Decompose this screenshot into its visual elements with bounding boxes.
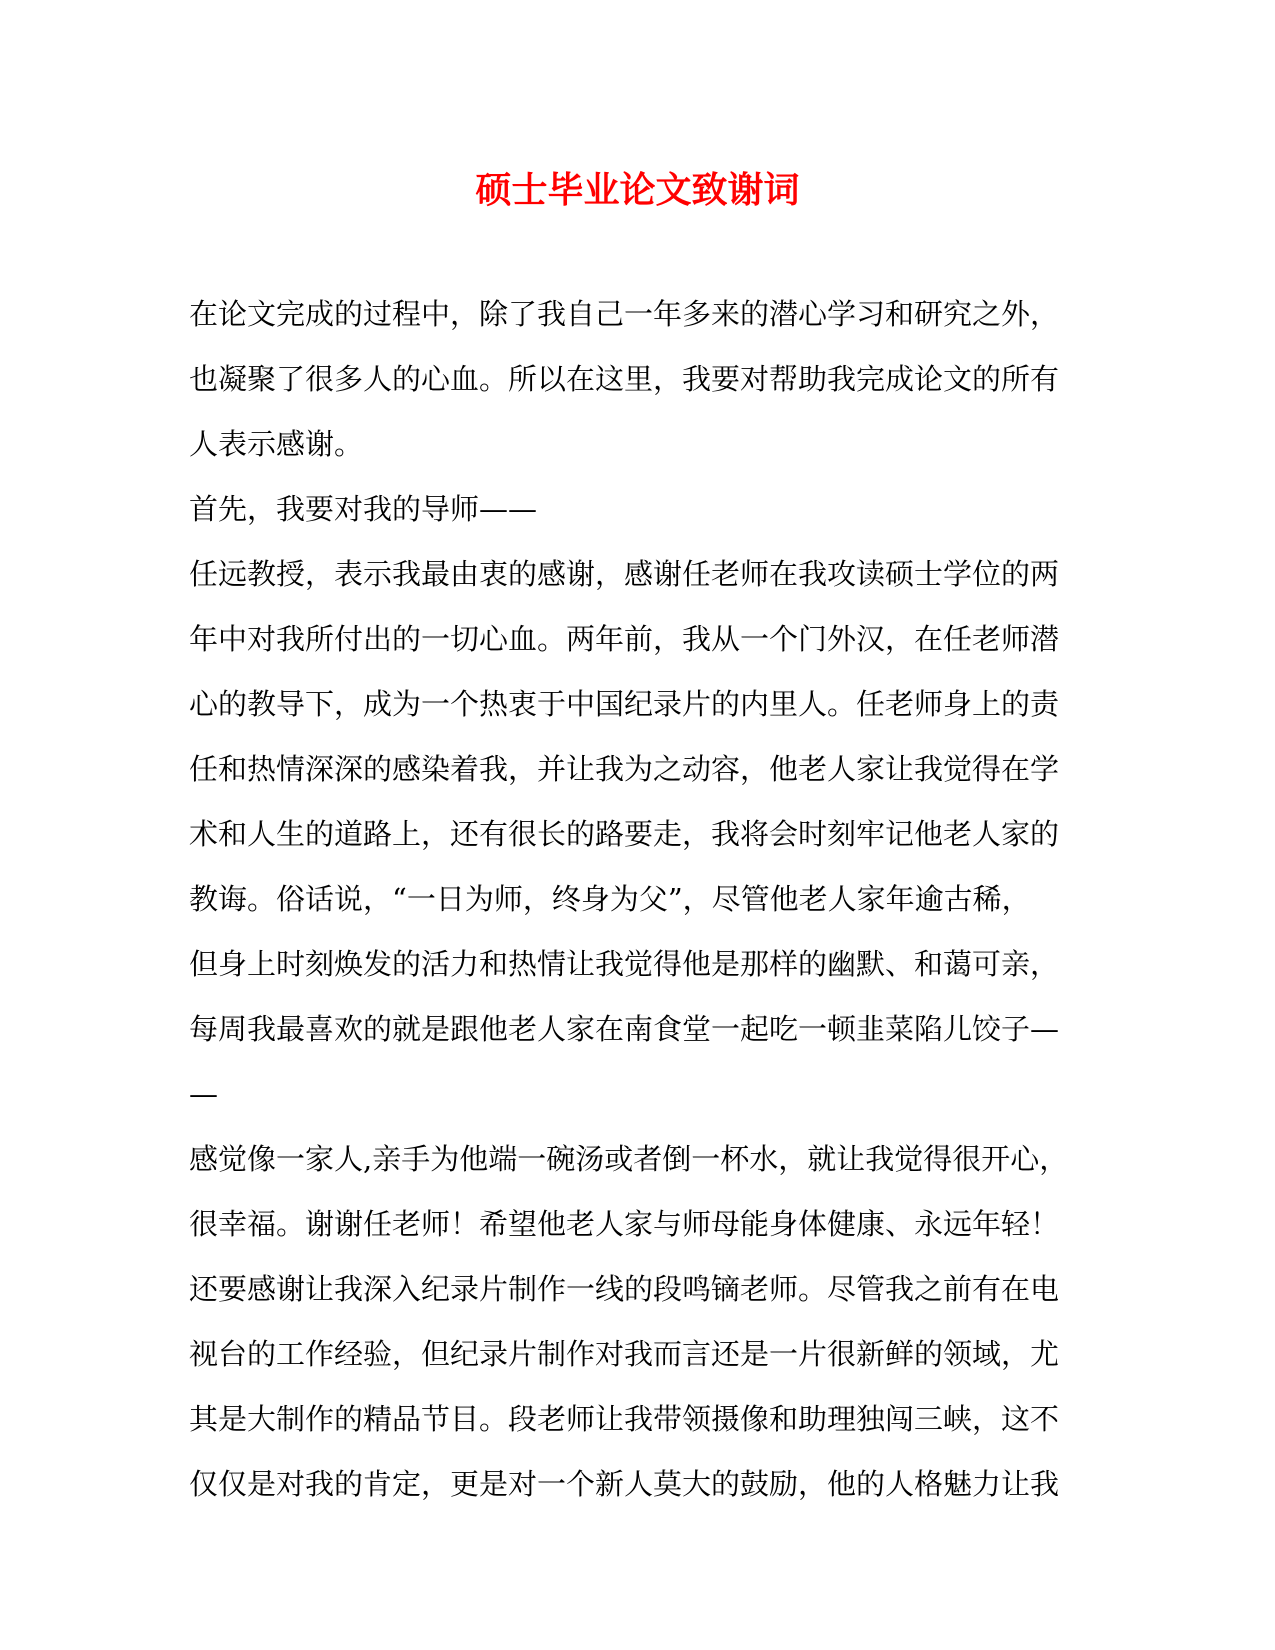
text-line: —: [189, 1077, 218, 1111]
text-line: 感觉像一家人,亲手为他端一碗汤或者倒一杯水，就让我觉得很开心，: [189, 1142, 1069, 1176]
text-line: 年中对我所付出的一切心血。两年前，我从一个门外汉，在任老师潜: [189, 622, 1060, 656]
text-line: 视台的工作经验，但纪录片制作对我而言还是一片很新鲜的领域，尤: [189, 1337, 1060, 1371]
text-line: 也凝聚了很多人的心血。所以在这里，我要对帮助我完成论文的所有: [189, 362, 1060, 396]
text-line: 首先，我要对我的导师——: [189, 492, 538, 526]
text-line: 教诲。俗话说，“一日为师，终身为父”，尽管他老人家年逾古稀，: [189, 882, 1031, 916]
text-line: 在论文完成的过程中，除了我自己一年多来的潜心学习和研究之外，: [189, 297, 1060, 331]
text-line: 仅仅是对我的肯定，更是对一个新人莫大的鼓励，他的人格魅力让我: [189, 1467, 1060, 1501]
text-line: 术和人生的道路上，还有很长的路要走，我将会时刻牢记他老人家的: [189, 817, 1060, 851]
text-line: 人表示感谢。: [189, 427, 364, 461]
text-line: 很幸福。谢谢任老师！希望他老人家与师母能身体健康、永远年轻！: [189, 1207, 1060, 1241]
text-line: 每周我最喜欢的就是跟他老人家在南食堂一起吃一顿韭菜陷儿饺子—: [189, 1012, 1060, 1046]
text-line: 但身上时刻焕发的活力和热情让我觉得他是那样的幽默、和蔼可亲，: [189, 947, 1060, 981]
text-line: 心的教导下，成为一个热衷于中国纪录片的内里人。任老师身上的责: [189, 687, 1060, 721]
text-line: 任和热情深深的感染着我，并让我为之动容，他老人家让我觉得在学: [189, 752, 1060, 786]
document-body: [189, 282, 1069, 1517]
text-line: 还要感谢让我深入纪录片制作一线的段鸣镝老师。尽管我之前有在电: [189, 1272, 1060, 1306]
document-title: 硕士毕业论文致谢词: [475, 169, 800, 211]
text-line: 其是大制作的精品节目。段老师让我带领摄像和助理独闯三峡，这不: [189, 1402, 1060, 1436]
text-line: 任远教授，表示我最由衷的感谢，感谢任老师在我攻读硕士学位的两: [189, 557, 1060, 591]
